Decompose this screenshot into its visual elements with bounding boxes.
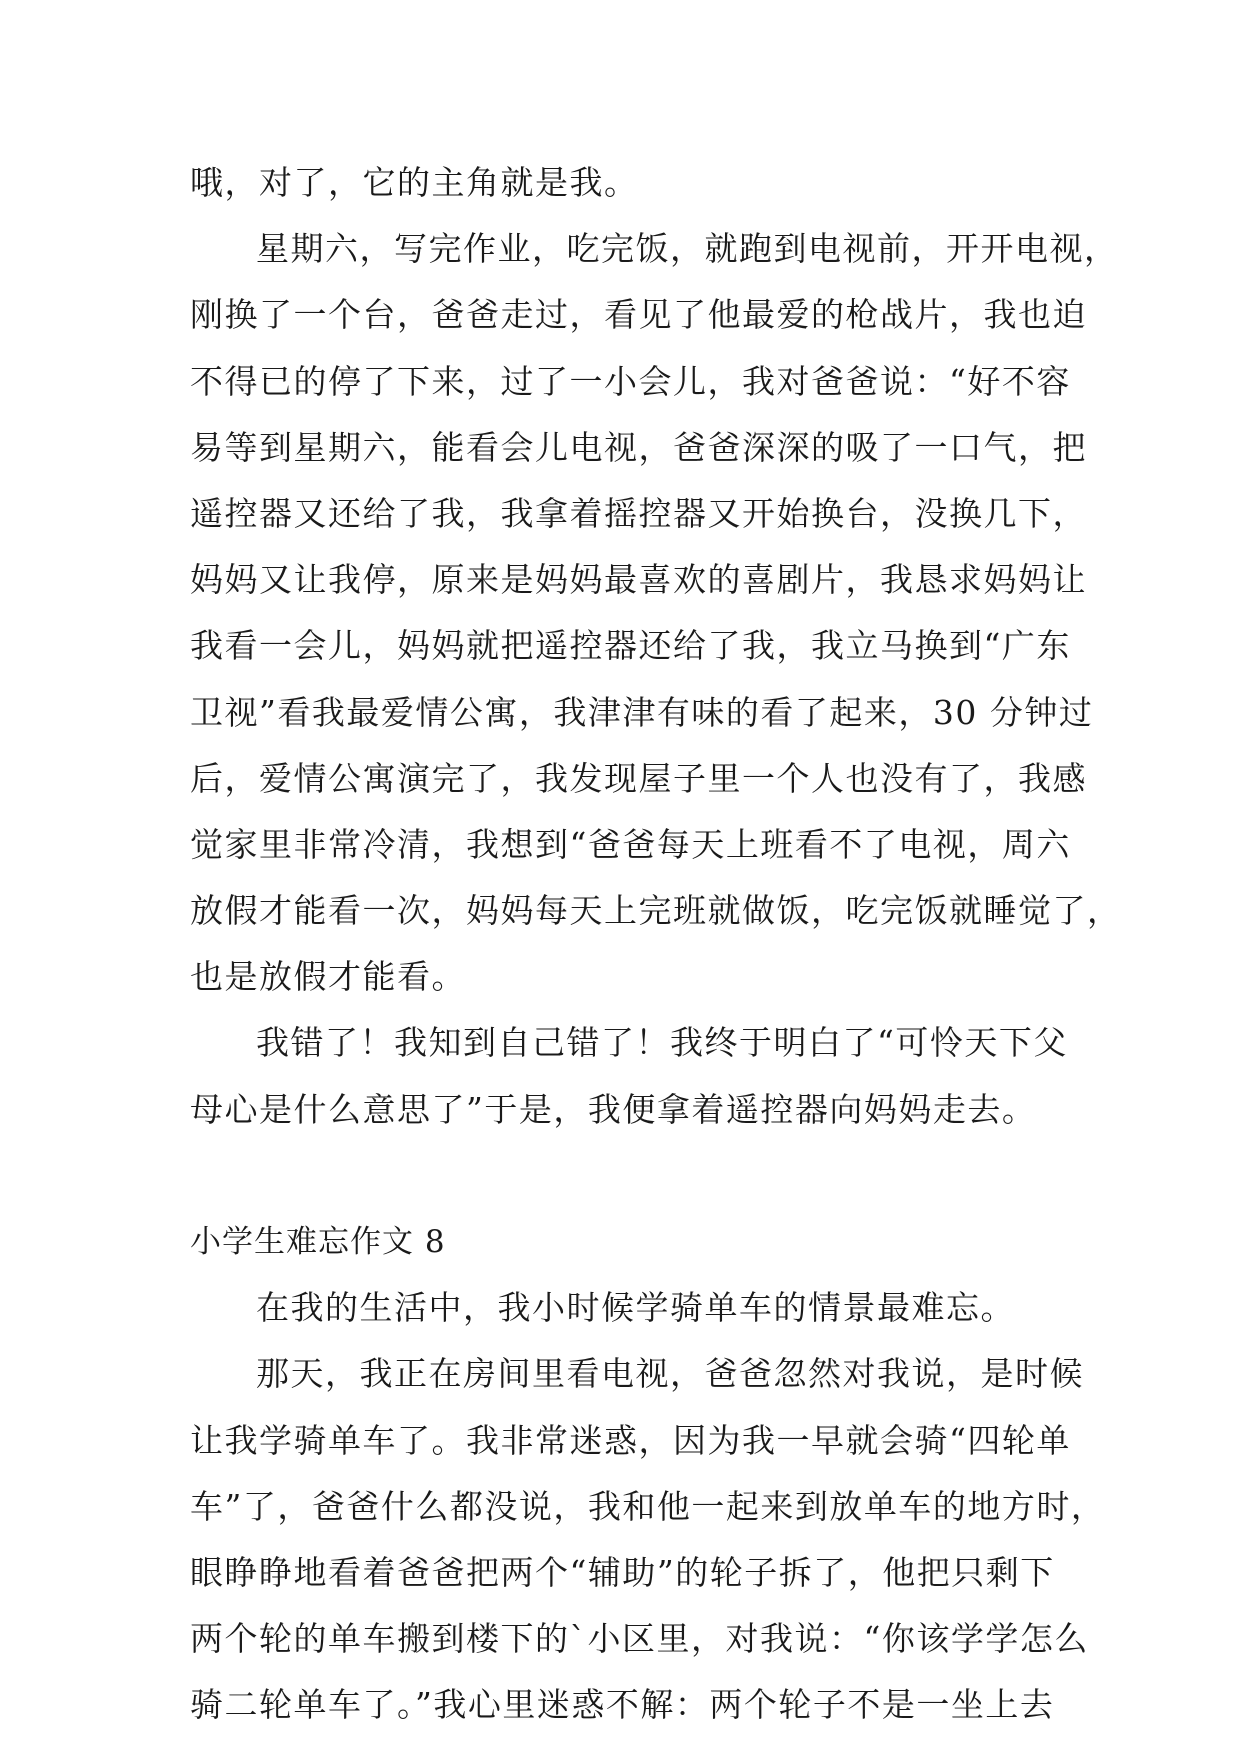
text-line: 遥控器又还给了我，我拿着摇控器又开始换台，没换几下， bbox=[190, 493, 1087, 533]
text-line: 在我的生活中，我小时候学骑单车的情景最难忘。 bbox=[256, 1288, 1015, 1328]
text-line: 母心是什么意思了”于是，我便拿着遥控器向妈妈走去。 bbox=[190, 1089, 1037, 1129]
paragraph-wrong bbox=[190, 1010, 1070, 1142]
text-line: 易等到星期六，能看会儿电视，爸爸深深的吸了一口气，把 bbox=[190, 427, 1087, 467]
text-line: 骑二轮单车了。”我心里迷惑不解：两个轮子不是一坐上去 bbox=[190, 1685, 1055, 1725]
text-line: 不得已的停了下来，过了一小会儿，我对爸爸说：“好不容 bbox=[190, 361, 1071, 401]
text-line: 刚换了一个台，爸爸走过，看见了他最爱的枪战片，我也迫 bbox=[190, 295, 1087, 335]
paragraph-saturday bbox=[190, 216, 1122, 1010]
text-line: 我看一会儿，妈妈就把遥控器还给了我，我立马换到“广东 bbox=[190, 626, 1071, 666]
document-page bbox=[190, 150, 1122, 1739]
text-line: 后，爱情公寓演完了，我发现屋子里一个人也没有了，我感 bbox=[190, 758, 1087, 798]
text-line: 哦，对了，它的主角就是我。 bbox=[190, 163, 639, 202]
text-line: 也是放假才能看。 bbox=[190, 957, 466, 997]
section-gap bbox=[190, 1143, 1070, 1209]
section-title: 小学生难忘作文 8 bbox=[190, 1224, 446, 1260]
text-line: 车”了，爸爸什么都没说，我和他一起来到放单车的地方时， bbox=[190, 1486, 1106, 1526]
text-line: 两个轮的单车搬到楼下的`小区里，对我说：“你该学学怎么 bbox=[190, 1619, 1089, 1659]
text-line: 觉家里非常冷清，我想到“爸爸每天上班看不了电视，周六 bbox=[190, 824, 1071, 864]
text-line: 眼睁睁地看着爸爸把两个“辅助”的轮子拆了，他把只剩下 bbox=[190, 1552, 1055, 1592]
text-line: 那天，我正在房间里看电视，爸爸忽然对我说，是时候 bbox=[256, 1354, 1084, 1394]
text-line: 让我学骑单车了。我非常迷惑，因为我一早就会骑“四轮单 bbox=[190, 1420, 1071, 1460]
text-line: 放假才能看一次，妈妈每天上完班就做饭，吃完饭就睡觉了， bbox=[190, 891, 1122, 931]
text-line: 卫视”看我最爱情公寓，我津津有味的看了起来，30 分钟过 bbox=[190, 692, 1094, 732]
section-8 bbox=[190, 1209, 1106, 1739]
text-line: 妈妈又让我停，原来是妈妈最喜欢的喜剧片，我恳求妈妈让 bbox=[190, 560, 1087, 600]
text-line: 星期六，写完作业，吃完饭，就跑到电视前，开开电视， bbox=[256, 229, 1119, 269]
text-line: 我错了！我知到自己错了！我终于明白了“可怜天下父 bbox=[256, 1023, 1068, 1063]
